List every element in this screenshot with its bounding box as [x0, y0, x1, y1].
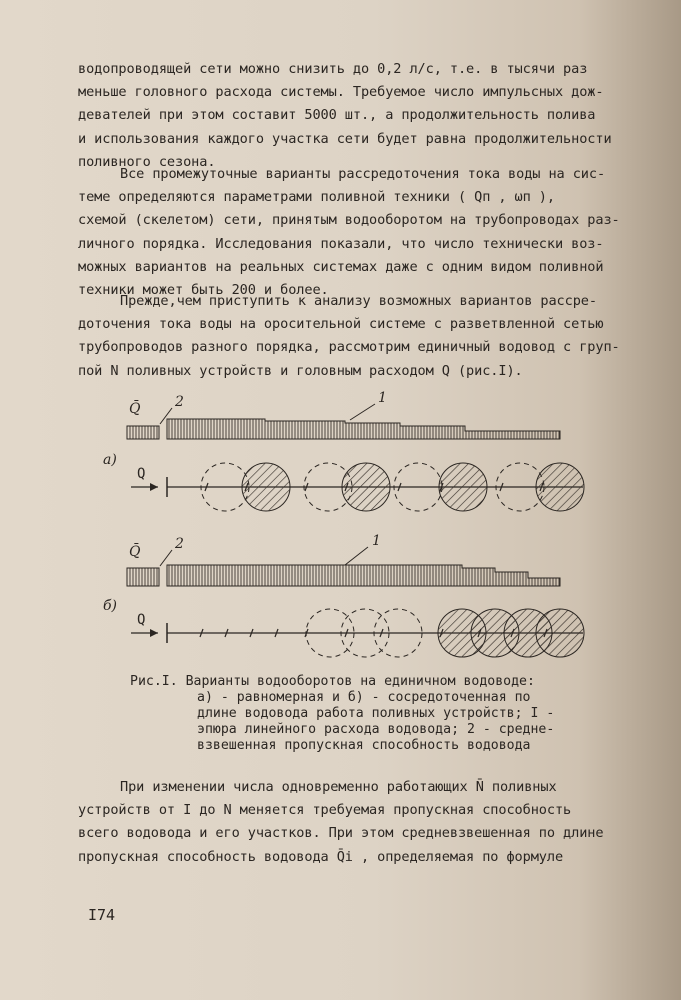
callout-2-a: 2: [175, 394, 184, 410]
active-sprinkler-zone: [536, 609, 584, 657]
text-line: При изменении числа одновременно работающих N̄ поливных: [120, 779, 557, 795]
leader-1-a: [350, 404, 375, 420]
leader-2-b: [160, 550, 172, 566]
text-line: и использования каждого участка сети будет равна продолжительности: [78, 130, 612, 147]
active-sprinkler-zone: [439, 463, 487, 511]
text-line: схемой (скелетом) сети, принятым водооборотом на трубопроводах раз-: [78, 212, 620, 229]
mean-capacity-bar-b: [127, 568, 159, 586]
figure-water-rotation-diagram: [0, 380, 681, 670]
flow-epure-a: [167, 419, 560, 439]
caption-line: Рис.I. Варианты водооборотов на единичном водоводе:: [130, 674, 535, 689]
callout-1-a: 1: [378, 390, 387, 406]
text-line: пропускная способность водовода Q̄i , определяемая по формуле: [78, 848, 564, 865]
figure-caption: [130, 674, 554, 754]
flow-label-b: Q: [137, 612, 146, 628]
panel-b: [103, 533, 584, 657]
paragraph-3: [78, 290, 650, 383]
text-line: трубопроводов разного порядка, рассмотрим единичный водовод с груп-: [78, 339, 620, 356]
caption-line: длине водовода работа поливных устройств; I -: [197, 706, 555, 721]
qbar-label-b: Q̄: [129, 544, 141, 560]
arrow-head-a: [150, 483, 158, 491]
paragraph-2: [78, 163, 650, 302]
paragraph-4: [78, 776, 650, 869]
text-line: устройств от I до N меняется требуемая пропускная способность: [78, 802, 572, 819]
caption-line: эпюра линейного расхода водовода; 2 - средне-: [197, 722, 555, 737]
caption-line: а) - равномерная и б) - сосредоточенная по: [197, 690, 531, 705]
callout-2-b: 2: [175, 536, 184, 552]
paragraph-1: [78, 58, 650, 174]
text-line: теме определяются параметрами поливной техники ( Qп , ωп ),: [78, 189, 555, 206]
panel-a: [103, 390, 584, 511]
text-line: Все промежуточные варианты рассредоточения тока воды на сис-: [120, 166, 606, 182]
text-line: водопроводящей сети можно снизить до 0,2 л/с, т.е. в тысячи раз: [78, 61, 588, 77]
panel-label-b: б): [103, 598, 118, 614]
text-line: меньше головного расхода системы. Требуемое число импульсных дож-: [78, 84, 604, 101]
arrow-head-b: [150, 629, 158, 637]
text-line: доточения тока воды на оросительной системе с разветвленной сетью: [78, 316, 604, 333]
text-line: всего водовода и его участков. При этом средневзвешенная по длине: [78, 825, 604, 842]
leader-1-b: [345, 547, 368, 565]
page-number: I74: [88, 906, 116, 924]
text-line: девателей при этом составит 5000 шт., а продолжительность полива: [78, 107, 596, 124]
mean-capacity-bar-a: [127, 426, 159, 439]
text-line: пой N поливных устройств и головным расходом Q (рис.I).: [78, 362, 523, 379]
active-sprinkler-zone: [536, 463, 584, 511]
text-line: Прежде,чем приступить к анализу возможных вариантов рассре-: [120, 293, 597, 309]
active-sprinkler-zone: [242, 463, 290, 511]
text-line: можных вариантов на реальных системах даже с одним видом поливной: [78, 258, 604, 275]
flow-epure-b: [167, 565, 560, 586]
text-line: техники может быть 200 и более.: [78, 282, 329, 299]
callout-1-b: 1: [372, 533, 381, 549]
panel-label-a: а): [103, 452, 117, 468]
flow-label-a: Q: [137, 466, 146, 482]
text-line: личного порядка. Исследования показали, что число технически воз-: [78, 235, 604, 252]
caption-line: взвешенная пропускная способность водовода: [197, 738, 531, 753]
text-line: поливного сезона.: [78, 153, 216, 170]
active-sprinkler-zone: [342, 463, 390, 511]
qbar-label-a: Q̄: [129, 401, 141, 417]
